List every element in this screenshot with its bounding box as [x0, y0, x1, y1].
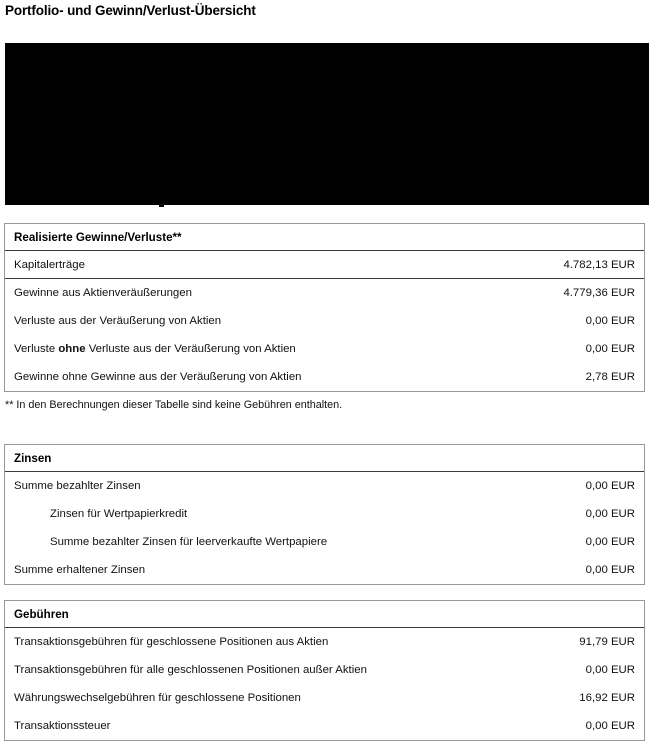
row-value-transaktionssteuer: 0,00 EUR [585, 720, 635, 732]
row-value-transaktionsgebuehren-ausser-aktien: 0,00 EUR [585, 664, 635, 676]
table-row [5, 500, 644, 528]
row-label-zinsen-wertpapierkredit: Zinsen für Wertpapierkredit [50, 508, 188, 520]
redacted-chart-region [5, 43, 649, 205]
row-label-verluste-ohne [14, 343, 586, 355]
row-label-summe-erhaltener-zinsen: Summe erhaltener Zinsen [14, 564, 146, 576]
table-row [5, 556, 644, 584]
table-row [5, 363, 644, 391]
fees-table-title: Gebühren [14, 607, 69, 621]
redaction-artifact [159, 203, 164, 207]
row-value-verluste-ohne: 0,00 EUR [585, 343, 635, 355]
row-label-gewinne-aktienveraeusserungen: Gewinne aus Aktienveräußerungen [14, 287, 192, 299]
table-row [5, 251, 644, 279]
table-row [5, 307, 644, 335]
realized-gains-table [4, 223, 645, 392]
row-value-transaktionsgebuehren-aktien: 91,79 EUR [579, 636, 635, 648]
row-value-summe-erhaltener-zinsen: 0,00 EUR [585, 564, 635, 576]
table-row [5, 279, 644, 307]
row-value-gewinne-ohne: 2,78 EUR [585, 371, 635, 383]
table-header-row [5, 445, 644, 472]
page-title: Portfolio- und Gewinn/Verlust-Übersicht [5, 3, 256, 18]
table-row [5, 684, 644, 712]
row-label-verluste-veraeusserung-aktien: Verluste aus der Veräußerung von Aktien [14, 315, 222, 327]
row-value-summe-bezahlter-zinsen: 0,00 EUR [585, 480, 635, 492]
row-value-waehrungswechselgebuehren: 16,92 EUR [579, 692, 635, 704]
row-label-transaktionsgebuehren-ausser-aktien: Transaktionsgebühren für alle geschlossenen Positionen außer Aktien [14, 664, 367, 676]
interest-table [4, 444, 645, 585]
table-row [5, 628, 644, 656]
row-label-kapitalertraege: Kapitalerträge [14, 258, 85, 271]
interest-table-title: Zinsen [14, 451, 52, 465]
row-label-part-1: Verluste [14, 343, 59, 355]
row-label-transaktionsgebuehren-aktien: Transaktionsgebühren für geschlossene Positionen aus Aktien [14, 636, 329, 648]
realized-table-footnote: ** In den Berechnungen dieser Tabelle sind keine Gebühren enthalten. [5, 399, 343, 411]
fees-table [4, 600, 645, 741]
row-label-waehrungswechselgebuehren: Währungswechselgebühren für geschlossene Positionen [14, 692, 301, 704]
row-label-gewinne-ohne: Gewinne ohne Gewinne aus der Veräußerung von Aktien [14, 371, 302, 383]
row-value-kapitalertraege: 4.782,13 EUR [563, 258, 635, 271]
table-row [5, 656, 644, 684]
row-label-part-2: Verluste aus der Veräußerung von Aktien [85, 343, 296, 355]
table-header-row [5, 224, 644, 251]
table-row [5, 712, 644, 740]
row-value-verluste-veraeusserung-aktien: 0,00 EUR [585, 315, 635, 327]
table-row [5, 472, 644, 500]
row-value-gewinne-aktienveraeusserungen: 4.779,36 EUR [563, 287, 635, 299]
table-row [5, 335, 644, 363]
row-label-zinsen-leerverkaufte-wertpapiere: Summe bezahlter Zinsen für leerverkaufte Wertpapiere [50, 536, 328, 548]
row-label-emphasis-ohne: ohne [58, 343, 86, 355]
realized-table-title: Realisierte Gewinne/Verluste** [14, 230, 182, 244]
row-value-zinsen-leerverkaufte-wertpapiere: 0,00 EUR [585, 536, 635, 548]
table-header-row [5, 601, 644, 628]
row-label-summe-bezahlter-zinsen: Summe bezahlter Zinsen [14, 480, 141, 492]
row-label-transaktionssteuer: Transaktionssteuer [14, 720, 111, 732]
row-value-zinsen-wertpapierkredit: 0,00 EUR [585, 508, 635, 520]
table-row [5, 528, 644, 556]
